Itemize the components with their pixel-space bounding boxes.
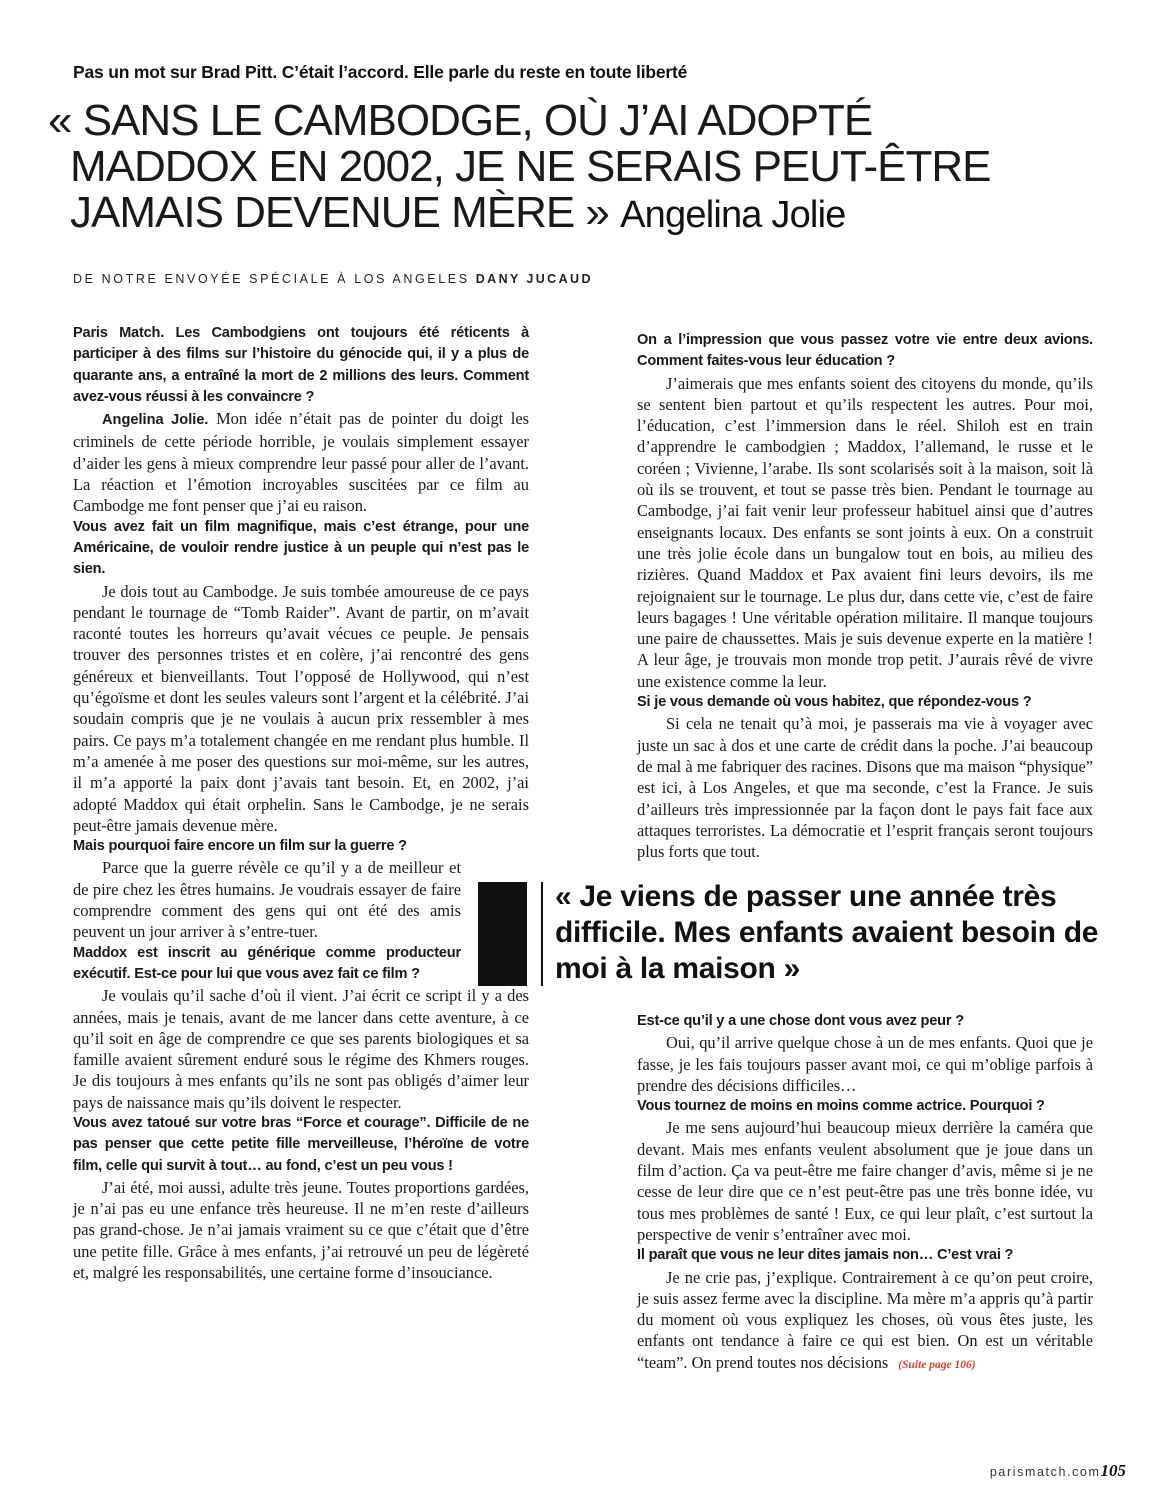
answer-text: J’ai été, moi aussi, adulte très jeune. Toutes proportions gardées, je n’ai pas eu une enfance très heureuse. Il ne m’en reste d’ailleurs pas grand-chose. Je n’ai jamais vraiment su ce que c’était que d’être une petite fille. Grâce à mes enfants, j’ai retrouvé un peu de légèreté et, malgré les responsabilités, une certaine forme d’insouciance.	[73, 1177, 529, 1283]
byline-author: DANY JUCAUD	[475, 272, 593, 286]
folio-site: parismatch.com	[989, 1465, 1101, 1479]
answer-text: Si cela ne tenait qu’à moi, je passerais ma vie à voyager avec juste un sac à dos et une carte de crédit dans la poche. J’ai beaucoup de mal à me fabriquer des racines. Disons que ma maison “physique” est ici, à Los Angeles, et que ma seconde, c’est la France. Je suis d’ailleurs très impressionnée par la façon dont le pays fait face aux attaques terroristes. La démocratie et l’esprit français seront toujours plus forts que tout.	[637, 714, 1093, 862]
byline	[73, 272, 973, 286]
interview-answer	[637, 713, 1093, 862]
continuation-link[interactable]: (Suite page 106)	[898, 1358, 976, 1371]
answer-text: Je dois tout au Cambodge. Je suis tombée amoureuse de ce pays pendant le tournage de “Tomb Raider”. Avant de partir, on m’avait raconté toutes les horreurs qu’avait vécues ce peuple. Je pensais trouver des personnes tristes et en colère, j’ai rencontré des gens généreux et bienveillants. Tout l’opposé de Hollywood, qui n’est qu’égoïsme et dont les seules valeurs sont l’argent et la célébrité. J’ai soudain compris que je ne voulais à aucun prix ressembler à mes pairs. Ce pays m’a totalement changée en me rendant plus humble. Il m’a amenée à me poser des questions sur moi-même, sur les autres, il m’a apporté la paix dont j’avais tant besoin. Et, en 2002, j’ai adopté Maddox qui était orphelin. Sans le Cambodge, je ne serais peut-être jamais devenue mère.	[73, 581, 529, 835]
interview-question: Si je vous demande où vous habitez, que répondez-vous ?	[637, 694, 1032, 711]
interview-question: Paris Match. Les Cambodgiens ont toujours été réticents à participer à des films sur l’histoire du génocide qui, il y a plus de quarante ans, a entraîné la mort de 2 millions des leurs. Comment avez-vous réussi à les convaincre ?	[73, 325, 529, 405]
byline-prefix: DE NOTRE ENVOYÉE SPÉCIALE À LOS ANGELES	[73, 272, 470, 286]
answer-text: Je voulais qu’il sache d’où il vient. J’ai écrit ce script il y a des années, mais je tenais, avant de me lancer dans cette aventure, à ce qu’il soit en âge de comprendre ce que ses parents biologiques et sa famille avaient sûrement enduré sous le régime des Khmers rouges. Je dis toujours à mes enfants qu’ils ne sont pas obligés d’aimer leur pays de naissance mais qu’ils doivent le respecter.	[73, 986, 529, 1112]
answer-text: Mon idée n’était pas de pointer du doigt les criminels de cette période horrible, je voulais simplement essayer d’aider les gens à mieux comprendre leur passé pour aller de l’avant. La réaction et l’émotion incroyables suscitées par ce film au Cambodge me font penser que j’ai eu raison.	[73, 409, 530, 516]
interview-answer	[73, 985, 529, 1113]
answer-text: Parce que la guerre révèle ce qu’il y a de meilleur et de pire chez les êtres humains. Je voudrais essayer de faire comprendre comment des gens qui ont été des amis peuvent un jour arriver à s’entre-tuer.	[73, 858, 461, 942]
headline-line-1: « SANS LE CAMBODGE, OÙ J’AI ADOPTÉ	[48, 96, 873, 145]
page-folio	[990, 1461, 1126, 1481]
right-column-bottom	[637, 1011, 1093, 1376]
pullquote-block	[478, 882, 527, 986]
interview-answer	[637, 373, 1093, 692]
interview-answer	[73, 857, 461, 942]
pullquote: « Je viens de passer une année très difficile. Mes enfants avaient besoin de moi à la maison »	[555, 880, 1099, 985]
interview-question: Vous tournez de moins en moins comme actrice. Pourquoi ?	[637, 1098, 1045, 1115]
right-column-top	[637, 330, 1093, 862]
answer-text: Oui, qu’il arrive quelque chose à un de mes enfants. Quoi que je fasse, je les fais toujours passer avant moi, ce qui m’oblige parfois à prendre des décisions difficiles…	[637, 1033, 1093, 1095]
interview-question: Mais pourquoi faire encore un film sur la guerre ?	[73, 838, 407, 855]
headline	[48, 98, 1128, 238]
interview-question: On a l’impression que vous passez votre vie entre deux avions. Comment faites-vous leur éducation ?	[637, 332, 1093, 370]
kicker: Pas un mot sur Brad Pitt. C’était l’accord. Elle parle du reste en toute liberté	[73, 62, 688, 82]
headline-author: Angelina Jolie	[620, 194, 846, 236]
interview-question: Maddox est inscrit au générique comme producteur exécutif. Est-ce pour lui que vous avez fait ce film ?	[73, 944, 461, 982]
interview-answer	[637, 1032, 1093, 1096]
interview-question: Il paraît que vous ne leur dites jamais non… C’est vrai ?	[637, 1247, 1014, 1264]
folio-page-number: 105	[1100, 1461, 1126, 1480]
interview-question: Vous avez tatoué sur votre bras “Force et courage”. Difficile de ne pas penser que cette petite fille merveilleuse, l’héroïne de votre film, celle qui survit à tout… au fond, c’est un peu vous !	[73, 1114, 529, 1174]
answer-text: J’aimerais que mes enfants soient des citoyens du monde, qu’ils se sentent bien partout et qu’ils respectent les autres. Pour moi, l’éducation, c’est l’immersion dans le réel. Shiloh est en train d’apprendre le cambodgien ; Maddox, l’allemand, le russe et le coréen ; Vivienne, l’arabe. Ils sont scolarisés soit à la maison, soit là où ils se trouvent, et tout se passe très bien. Pendant le tournage au Cambodge, j’ai fait venir leur professeur habituel ainsi que d’autres enseignants locaux. Des enfants se sont joints à eux. On a construit une très jolie école dans un bungalow tout en bois, au milieu des rizières. Quand Maddox et Pax avaient fini leurs devoirs, ils me rejoignaient sur le tournage. Le plus dur, dans cette vie, c’est de faire leurs bagages ! Une véritable opération militaire. Il manque toujours une paire de chaussettes. Mais je suis devenue experte en la matière ! A leur âge, je trouvais mon monde trop petit. J’aurais rêvé de vivre une existence comme la leur.	[637, 373, 1093, 691]
interview-answer	[637, 1117, 1093, 1245]
headline-line-3-wrap	[48, 190, 1128, 238]
headline-line-2: MADDOX EN 2002, JE NE SERAIS PEUT-ÊTRE	[70, 142, 991, 191]
left-column	[73, 323, 529, 1283]
answer-text: Je ne crie pas, j’explique. Contrairement à ce qu’on peut croire, je suis assez ferme avec la discipline. Ma mère m’a appris qu’à partir du moment où vous expliquez les choses, où vous êtes juste, les enfants ont tendance à faire ce qui est bien. On est un véritable “team”. On prend toutes nos décisions	[637, 1267, 1093, 1372]
interview-answer	[73, 581, 529, 837]
answer-text: Je me sens aujourd’hui beaucoup mieux derrière la caméra que devant. Mais mes enfants veulent absolument que je joue dans un film d’action. Ça va peut-être me faire changer d’avis, même si je ne cesse de leur dire que ce n’est peut-être pas une très bonne idée, vu tous mes problèmes de santé ! Eux, ce qui leur plaît, c’est surtout la perspective de venir s’entraîner avec moi.	[637, 1118, 1093, 1244]
speaker-name: Angelina Jolie.	[102, 412, 209, 429]
interview-answer	[73, 1177, 529, 1283]
interview-answer	[637, 1267, 1093, 1376]
pullquote-rule	[541, 882, 543, 986]
interview-question: Est-ce qu’il y a une chose dont vous avez peur ?	[637, 1013, 964, 1029]
interview-answer	[73, 408, 529, 516]
interview-question: Vous avez fait un film magnifique, mais c’est étrange, pour une Américaine, de vouloir rendre justice à un peuple qui n’est pas le sien.	[73, 518, 529, 578]
headline-line-3: JAMAIS DEVENUE MÈRE »	[70, 188, 609, 237]
